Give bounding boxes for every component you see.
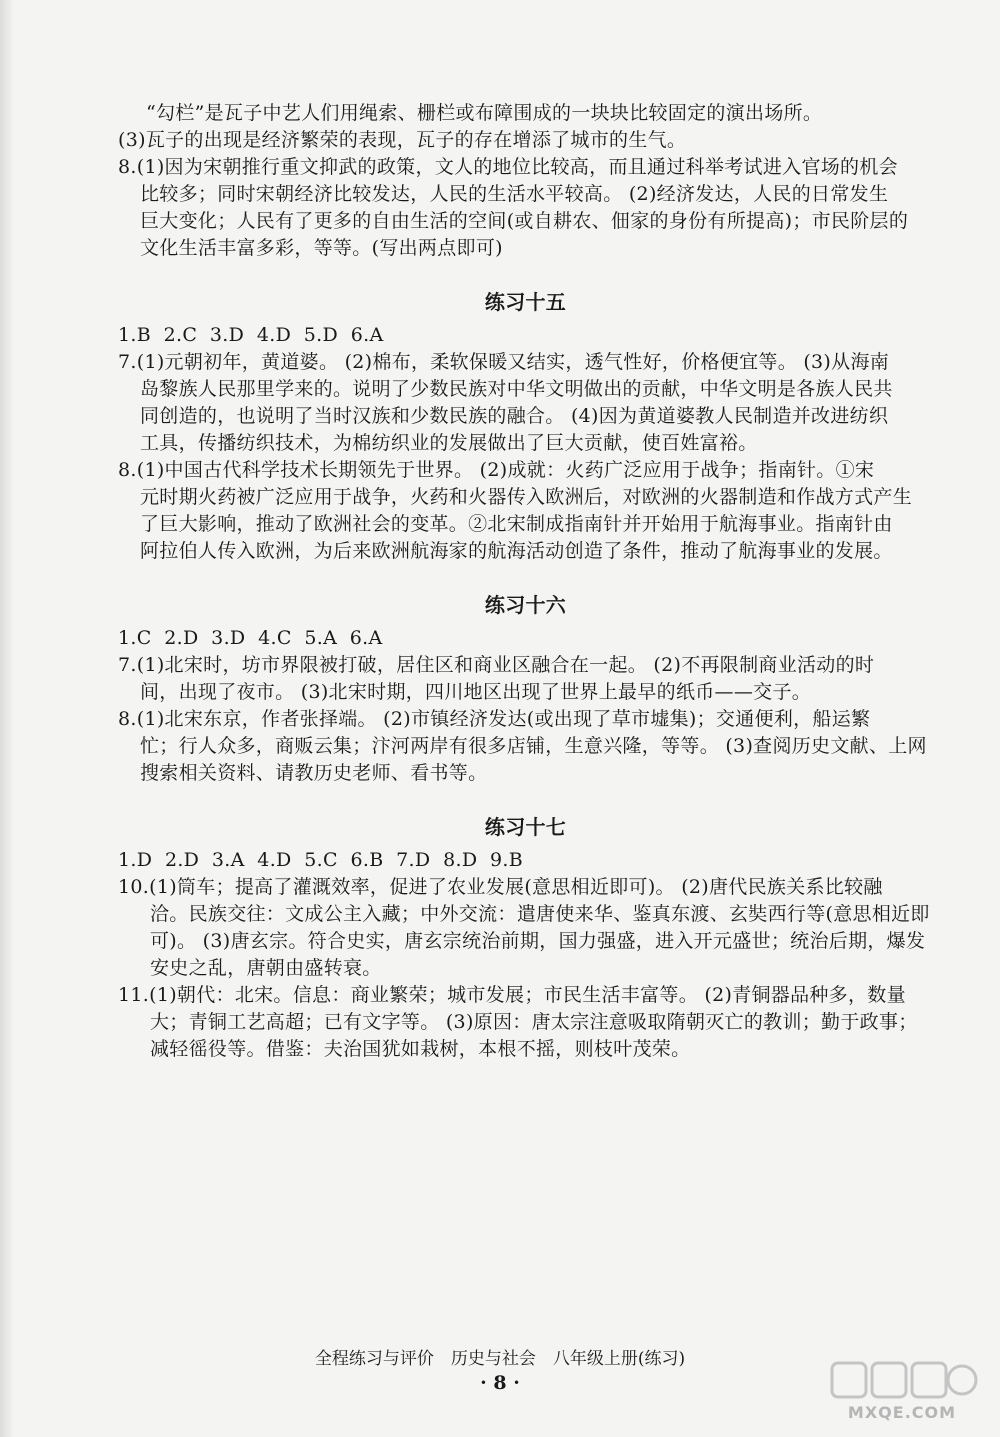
text-line: 7.(1)北宋时，坊市界限被打破，居住区和商业区融合在一起。 (2)不再限制商业活动的时: [118, 654, 875, 676]
text-line: 7.(1)元朝初年，黄道婆。 (2)棉布，柔软保暖又结实，透气性好，价格便宜等。 (3)从海南: [118, 351, 890, 373]
question-7: [118, 349, 933, 457]
question-8: [118, 457, 933, 565]
text-line: 减轻徭役等。借鉴：夫治国犹如栽树，本根不摇，则枝叶茂荣。: [150, 1038, 691, 1060]
text-line: 间，出现了夜市。 (3)北宋时期，四川地区出现了世界上最早的纸币——交子。: [140, 681, 812, 703]
scan-edge-shadow: [0, 0, 14, 1437]
text-line: 洽。民族交往：文成公主入藏；中外交流：遣唐使来华、鉴真东渡、玄奘西行等(意思相近即: [150, 903, 930, 925]
text-line: 大；青铜工艺高超；已有文字等。 (3)原因：唐太宗注意吸取隋朝灭亡的教训；勤于政事；: [150, 1011, 918, 1033]
watermark-logo-icon: [822, 1355, 982, 1405]
question-7: [118, 652, 933, 706]
intro-line: “勾栏”是瓦子中艺人们用绳索、栅栏或布障围成的一块块比较固定的演出场所。: [146, 102, 823, 124]
text-line: 文化生活丰富多彩，等等。(写出两点即可): [140, 237, 503, 259]
choice-answers: 1.B 2.C 3.D 4.D 5.D 6.A: [118, 324, 384, 346]
text-line: 岛黎族人民那里学来的。说明了少数民族对中华文明做出的贡献，中华文明是各族人民共: [140, 378, 893, 400]
text-line: 元时期火药被广泛应用于战争，火药和火器传入欧洲后，对欧洲的火器制造和作战方式产生: [140, 486, 913, 508]
text-line: 阿拉伯人传入欧洲，为后来欧洲航海家的航海活动创造了条件，推动了航海事业的发展。: [140, 540, 893, 562]
section-title: 练习十七: [484, 815, 567, 839]
section-title: 练习十六: [484, 593, 567, 617]
intro-line: (3)瓦子的出现是经济繁荣的表现，瓦子的存在增添了城市的生气。: [118, 129, 687, 151]
text-line: 搜索相关资料、请教历史老师、看书等。: [140, 762, 488, 784]
text-line: 巨大变化；人民有了更多的自由生活的空间(或自耕农、佃家的身份有所提高)；市民阶层的: [140, 210, 909, 232]
text-line: 了巨大影响，推动了欧洲社会的变革。②北宋制成指南针并开始用于航海事业。指南针由: [140, 513, 893, 535]
watermark-text: MXQE.COM: [847, 1403, 957, 1422]
site-watermark: [822, 1355, 982, 1425]
question-10: [118, 874, 933, 982]
text-line: 8.(1)北宋东京，作者张择端。 (2)市镇经济发达(或出现了草市墟集)；交通便利，船运繁: [118, 708, 871, 730]
section-title: 练习十五: [484, 290, 567, 314]
text-line: 安史之乱，唐朝由盛转衰。: [150, 957, 382, 979]
intro-paragraph: [118, 100, 933, 154]
text-line: 8.(1)中国古代科学技术长期领先于世界。 (2)成就：火药广泛应用于战争；指南针。①宋: [118, 459, 875, 481]
text-line: 比较多；同时宋朝经济比较发达，人民的生活水平较高。 (2)经济发达，人民的日常发生: [140, 183, 889, 205]
question-11: [118, 982, 933, 1063]
text-line: 可)。 (3)唐玄宗。符合史实，唐玄宗统治前期，国力强盛，进入开元盛世；统治后期，爆发: [150, 930, 926, 952]
text-line: 10.(1)筒车；提高了灌溉效率，促进了农业发展(意思相近即可)。 (2)唐代民族关系比较融: [118, 876, 883, 898]
answer-content: [118, 100, 933, 1063]
text-line: 11.(1)朝代：北宋。信息：商业繁荣；城市发展；市民生活丰富等。 (2)青铜器品种多，数量: [118, 984, 906, 1006]
text-line: 忙；行人众多，商贩云集；汴河两岸有很多店铺，生意兴隆，等等。 (3)查阅历史文献、上网: [140, 735, 927, 757]
question-8: [118, 706, 933, 787]
book-footer: 全程练习与评价 历史与社会 八年级上册(练习): [314, 1349, 686, 1369]
text-line: 工具，传播纺织技术，为棉纺织业的发展做出了巨大贡献，使百姓富裕。: [140, 432, 758, 454]
page-number: · 8 ·: [480, 1372, 520, 1394]
choice-answers: 1.C 2.D 3.D 4.C 5.A 6.A: [118, 627, 383, 649]
choice-answers: 1.D 2.D 3.A 4.D 5.C 6.B 7.D 8.D 9.B: [118, 849, 524, 871]
text-line: 8.(1)因为宋朝推行重文抑武的政策，文人的地位比较高，而且通过科举考试进入官场的机会: [118, 156, 898, 178]
question-8-previous: [118, 154, 933, 262]
text-line: 同创造的，也说明了当时汉族和少数民族的融合。 (4)因为黄道婆教人民制造并改进纺织: [140, 405, 889, 427]
